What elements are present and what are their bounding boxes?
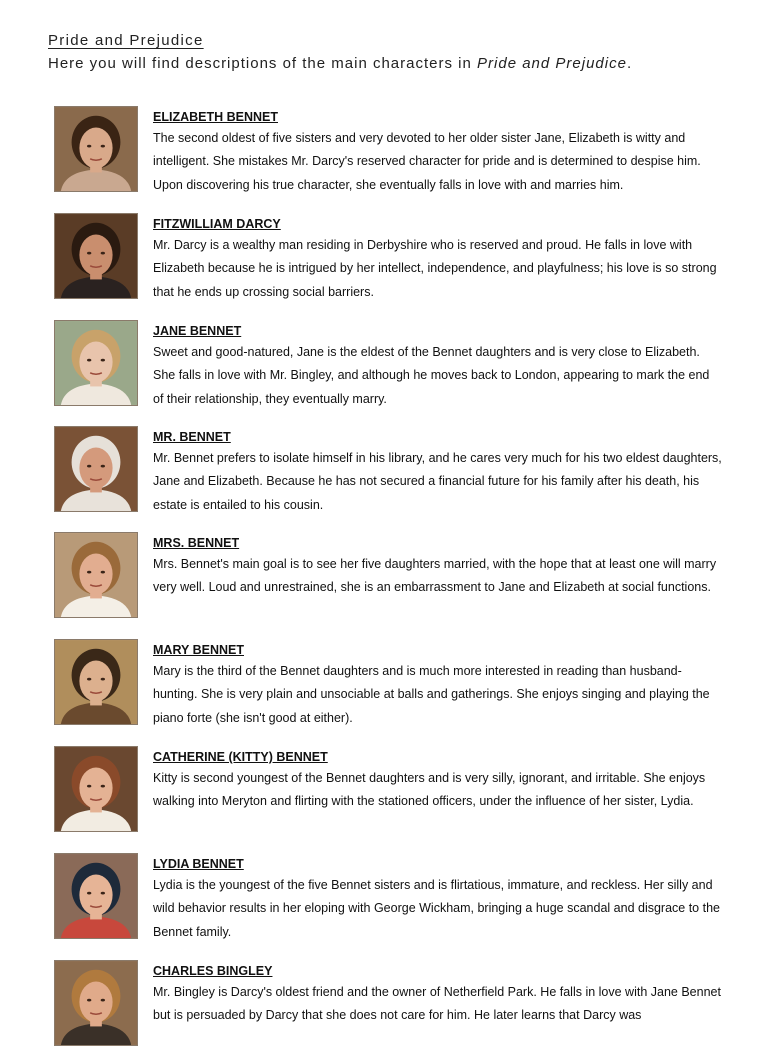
intro-suffix: . [626, 55, 633, 72]
character-text [153, 532, 723, 600]
character-entry [54, 639, 734, 739]
character-text [153, 639, 723, 730]
character-text [153, 106, 723, 197]
character-description: Mrs. Bennet's main goal is to see her five daughters married, with the hope that at least one will marry very well. Loud and unrestrained, she is an embarrassment to Jane and Elizabeth at social functions. [153, 557, 717, 595]
character-text [153, 213, 723, 304]
character-text [153, 853, 723, 944]
character-description: Lydia is the youngest of the five Bennet sisters and is flirtatious, immature, and reckless. Her silly and wild behavior results in her eloping with George Wickham, bringing a huge scandal and disgrace to the Bennet family. [153, 878, 720, 939]
character-description: Kitty is second youngest of the Bennet daughters and is very silly, ignorant, and irritable. She enjoys walking into Meryton and flirting with the stationed officers, under the influence of her sister, Lydia. [153, 771, 706, 809]
intro-book-title: Pride and Prejudice [477, 55, 627, 72]
character-name: ELIZABETH BENNET [153, 110, 278, 124]
character-entry [54, 746, 734, 846]
character-entry [54, 532, 734, 632]
character-portrait [54, 746, 138, 832]
document-header [48, 30, 632, 76]
character-entry [54, 106, 734, 206]
character-portrait [54, 426, 138, 512]
character-portrait [54, 320, 138, 406]
character-name: LYDIA BENNET [153, 857, 244, 871]
character-text [153, 320, 723, 411]
character-portrait [54, 213, 138, 299]
document-title: Pride and Prejudice [48, 32, 204, 49]
character-entry [54, 960, 734, 1060]
character-description: Mr. Bennet prefers to isolate himself in his library, and he cares very much for his two eldest daughters, Jane and Elizabeth. Because he has not secured a financial future for his family after his death, his estate is entailed to his cousin. [153, 451, 722, 512]
character-description: Mr. Darcy is a wealthy man residing in Derbyshire who is reserved and proud. He falls in love with Elizabeth because he is intrigued by her intellect, independence, and playfulness; his love is so strong that he ends up crossing social barriers. [153, 238, 717, 299]
character-name: FITZWILLIAM DARCY [153, 217, 281, 231]
character-text [153, 746, 723, 814]
character-name: CHARLES BINGLEY [153, 964, 273, 978]
intro-text [48, 52, 632, 76]
character-entry [54, 213, 734, 313]
character-name: MRS. BENNET [153, 536, 240, 550]
character-name: MARY BENNET [153, 643, 244, 657]
character-entry [54, 426, 734, 526]
character-text [153, 426, 723, 517]
character-description: Mr. Bingley is Darcy's oldest friend and the owner of Netherfield Park. He falls in love with Jane Bennet but is persuaded by Darcy that she does not care for him. He later learns that Darcy was [153, 985, 721, 1023]
character-description: Mary is the third of the Bennet daughters and is much more interested in reading than husband-hunting. She is very plain and unsociable at balls and gatherings. She enjoys singing and playing the piano forte (she isn't good at either). [153, 664, 710, 725]
character-description: The second oldest of five sisters and very devoted to her older sister Jane, Elizabeth is witty and intelligent. She mistakes Mr. Darcy's reserved character for pride and is determined to despise him. Upon discovering his true character, she eventually falls in love with and marries him. [153, 131, 701, 192]
character-entry [54, 320, 734, 420]
character-portrait [54, 853, 138, 939]
character-portrait [54, 106, 138, 192]
character-name: CATHERINE (KITTY) BENNET [153, 750, 328, 764]
character-portrait [54, 960, 138, 1046]
character-name: JANE BENNET [153, 324, 242, 338]
character-description: Sweet and good-natured, Jane is the eldest of the Bennet daughters and is very close to Elizabeth. She falls in love with Mr. Bingley, and although he moves back to London, appearing to mark the end of their relationship, they eventually marry. [153, 345, 710, 406]
character-portrait [54, 639, 138, 725]
character-name: MR. BENNET [153, 430, 231, 444]
intro-prefix: Here you will find descriptions of the main characters in [48, 55, 478, 72]
character-portrait [54, 532, 138, 618]
character-text [153, 960, 723, 1028]
character-entry [54, 853, 734, 953]
